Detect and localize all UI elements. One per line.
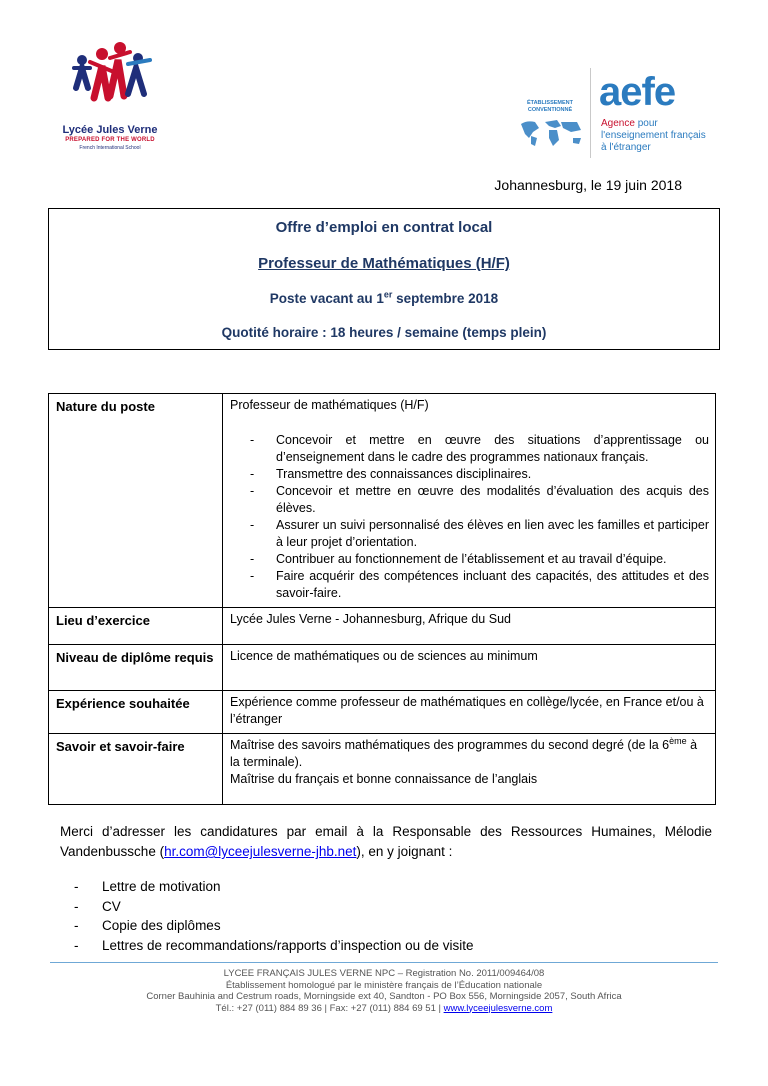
school-logo-motto: PREPARED FOR THE WORLD: [65, 137, 155, 143]
nature-intro: Professeur de mathématiques (H/F): [230, 398, 429, 412]
aefe-line3: à l'étranger: [601, 142, 651, 153]
footer: [0, 968, 768, 1014]
savoir-line1-suffix: à la terminale).: [230, 738, 698, 769]
aefe-agency-name: [601, 118, 706, 154]
vacancy-sup: er: [383, 289, 393, 300]
table-row: [49, 734, 716, 805]
vacancy-prefix: Poste vacant au 1: [269, 291, 384, 306]
world-map-icon: [517, 116, 585, 150]
school-logo-figures-icon: [66, 38, 154, 120]
aefe-label-top: ÉTABLISSEMENT: [526, 100, 574, 106]
savoir-line1-prefix: Maîtrise des savoirs mathématiques des programmes du second degré (de la 6: [230, 738, 670, 752]
list-item: - CV: [60, 897, 473, 917]
savoir-line1-sup: ème: [669, 735, 687, 746]
website-link[interactable]: www.lyceejulesverne.com: [443, 1002, 553, 1014]
experience-value: Expérience comme professeur de mathématiques en collège/lycée, en France et/ou à l’étranger: [223, 691, 716, 734]
offer-title: Offre d’emploi en contrat local: [275, 219, 493, 236]
footer-phone-fax: Tél.: +27 (011) 884 89 36 | Fax: +27 (011) 884 69 51 |: [215, 1002, 444, 1014]
list-item: - Contribuer au fonctionnement de l’établissement et au travail d’équipe.: [250, 551, 709, 568]
list-item: - Copie des diplômes: [60, 916, 473, 936]
date-line: Johannesburg, le 19 juin 2018: [494, 177, 682, 193]
footer-line2: Établissement homologué par le ministère français de l’Éducation nationale: [225, 979, 543, 991]
aefe-label-bottom: CONVENTIONNÉ: [527, 107, 573, 113]
aefe-line2: l'enseignement français: [601, 130, 706, 141]
application-text-before: Merci d’adresser les candidatures par email à la Responsable des Ressources Humaines, Mélodie Vandenbussche (: [60, 824, 712, 859]
aefe-line1-blue: pour: [637, 118, 658, 129]
offer-title-box: [48, 208, 720, 350]
list-item: - Faire acquérir des compétences incluant des capacités, des attitudes et des savoir-faire.: [250, 568, 709, 602]
footer-divider: [50, 962, 718, 963]
table-row: [49, 608, 716, 645]
diplome-label: Niveau de diplôme requis: [49, 645, 223, 691]
list-item: - Transmettre des connaissances disciplinaires.: [250, 466, 709, 483]
list-item: - Lettre de motivation: [60, 877, 473, 897]
savoir-line2: Maîtrise du français et bonne connaissance de l’anglais: [230, 772, 538, 786]
savoir-value: [223, 734, 716, 805]
application-instructions: [60, 822, 712, 862]
working-hours: Quotité horaire : 18 heures / semaine (temps plein): [221, 325, 547, 340]
list-item: - Concevoir et mettre en œuvre des situations d’apprentissage ou d’enseignement dans le cadre des programmes nationaux français.: [250, 432, 709, 466]
diplome-value: Licence de mathématiques ou de sciences au minimum: [223, 645, 716, 691]
aefe-acronym: aefe: [599, 70, 676, 114]
list-item: - Lettres de recommandations/rapports d’inspection ou de visite: [60, 936, 473, 956]
list-item: - Concevoir et mettre en œuvre des modalités d’évaluation des acquis des élèves.: [250, 483, 709, 517]
job-details-table: [48, 393, 716, 805]
nature-label: Nature du poste: [49, 394, 223, 608]
savoir-label: Savoir et savoir-faire: [49, 734, 223, 805]
position-title: Professeur de Mathématiques (H/F): [258, 255, 510, 272]
aefe-logo-divider: [590, 68, 591, 158]
lieu-label: Lieu d’exercice: [49, 608, 223, 645]
school-logo: [60, 38, 160, 158]
school-logo-name: Lycée Jules Verne: [62, 124, 158, 136]
footer-line3: Corner Bauhinia and Cestrum roads, Morningside ext 40, Sandton - PO Box 556, Morningside 2057, South Africa: [146, 991, 622, 1002]
table-row: [49, 394, 716, 608]
vacancy-date: [49, 291, 719, 306]
aefe-line1-red: Agence: [601, 118, 638, 129]
aefe-logo: [515, 66, 715, 166]
table-row: [49, 691, 716, 734]
vacancy-suffix: septembre 2018: [392, 291, 499, 306]
table-row: [49, 645, 716, 691]
task-list: [230, 432, 709, 602]
aefe-logo-label: [515, 100, 585, 114]
list-item: - Assurer un suivi personnalisé des élèves en lien avec les familles et participer à leur projet d’orientation.: [250, 517, 709, 551]
experience-label: Expérience souhaitée: [49, 691, 223, 734]
lieu-value: Lycée Jules Verne - Johannesburg, Afrique du Sud: [223, 608, 716, 645]
application-text-after: ), en y joignant :: [356, 844, 453, 859]
required-documents-list: [60, 877, 473, 955]
footer-line1: LYCEE FRANÇAIS JULES VERNE NPC – Registration No. 2011/009464/08: [223, 968, 545, 979]
hr-email-link[interactable]: hr.com@lyceejulesverne-jhb.net: [164, 844, 357, 859]
nature-value: [223, 394, 716, 608]
footer-line4: [0, 1003, 768, 1015]
school-logo-subtitle: French International School: [79, 145, 141, 151]
savoir-line1: [230, 737, 709, 771]
